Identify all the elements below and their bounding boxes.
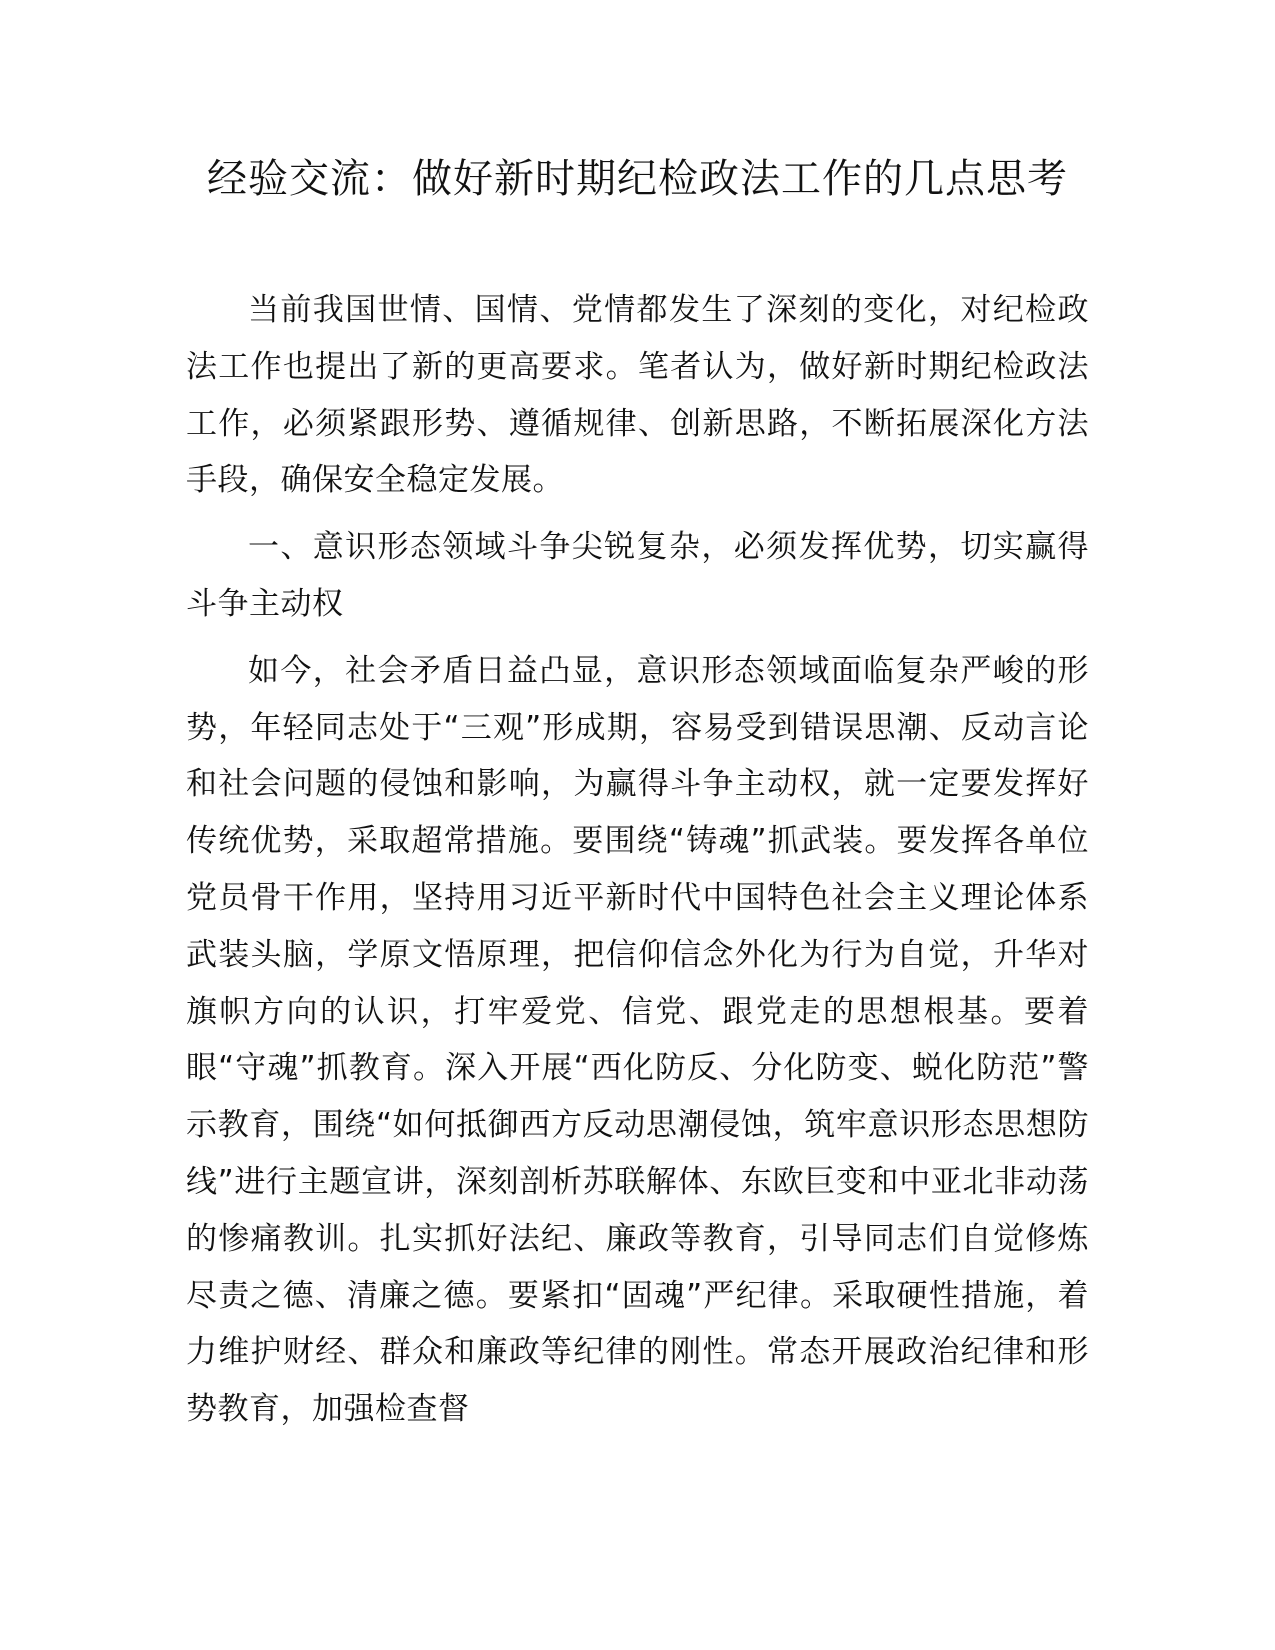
section-1-paragraph: 如今，社会矛盾日益凸显，意识形态领域面临复杂严峻的形势，年轻同志处于“三观”形成期，容易受到错误思潮、反动言论和社会问题的侵蚀和影响，为赢得斗争主动权，就一定要发挥好传统优势，采取超常措施。要围绕“铸魂”抓武装。要发挥各单位党员骨干作用，坚持用习近平新时代中国特色社会主义理论体系武装头脑，学原文悟原理，把信仰信念外化为行为自觉，升华对旗帜方向的认识，打牢爱党、信党、跟党走的思想根基。要着眼“守魂”抓教育。深入开展“西化防反、分化防变、蜕化防范”警示教育，围绕“如何抵御西方反动思潮侵蚀，筑牢意识形态思想防线”进行主题宣讲，深刻剖析苏联解体、东欧巨变和中亚北非动荡的惨痛教训。扎实抓好法纪、廉政等教育，引导同志们自觉修炼尽责之德、清廉之德。要紧扣“固魂”严纪律。采取硬性措施，着力维护财经、群众和廉政等纪律的刚性。常态开展政治纪律和形势教育，加强检查督 (186, 652, 1089, 1428)
intro-paragraph: 当前我国世情、国情、党情都发生了深刻的变化，对纪检政法工作也提出了新的更高要求。笔者认为，做好新时期纪检政法工作，必须紧跟形势、遵循规律、创新思路，不断拓展深化方法手段，确保安全稳定发展。 (186, 292, 1089, 499)
section-heading-1: 一、意识形态领域斗争尖锐复杂，必须发挥优势，切实赢得斗争主动权 (186, 529, 1089, 622)
document-body (186, 282, 1089, 1448)
document-title: 经验交流：做好新时期纪检政法工作的几点思考 (207, 156, 1068, 202)
